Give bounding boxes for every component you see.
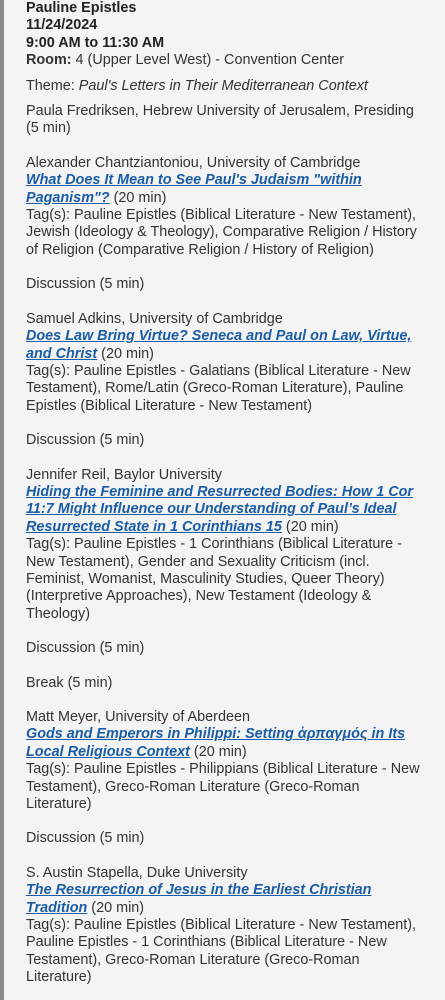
theme-value: Paul's Letters in Their Mediterranean Context xyxy=(78,77,368,94)
paper-tags: Tag(s): Pauline Epistles - Philippians (Biblical Literature - New Testament), Greco-Roman Literature (Greco-Roman Literature) xyxy=(26,761,420,813)
session-room xyxy=(26,52,421,69)
paper-item xyxy=(26,467,421,624)
paper-tags: Tag(s): Pauline Epistles - 1 Corinthians (Biblical Literature - New Testament), Gender and Sexuality Criticism (incl. Feminist, Womanist, Masculinity Studies, Queer Theory) (Interpretive Approaches), New Testament (Ideology & Theology) xyxy=(26,536,402,622)
discussion-item xyxy=(26,276,421,293)
paper-title-link[interactable]: Hiding the Feminine and Resurrected Bodies: How 1 Cor 11:7 Might Influence our Understanding of Paul’s Ideal Resurrected State in 1 Corinthians 15 xyxy=(26,483,414,535)
paper-item xyxy=(26,865,421,987)
session-date: 11/24/2024 xyxy=(26,17,98,34)
discussion-item xyxy=(26,640,421,657)
left-border xyxy=(0,0,4,1000)
paper-tags: Tag(s): Pauline Epistles - Galatians (Biblical Literature - New Testament), Rome/Latin (Greco-Roman Literature), Pauline Epistles (Biblical Literature - New Testament) xyxy=(26,362,411,414)
presenter: Samuel Adkins, University of Cambridge xyxy=(26,310,283,327)
paper-duration: (20 min) xyxy=(189,743,247,760)
paper-item xyxy=(26,155,421,259)
break-item xyxy=(26,675,421,692)
discussion-label: Discussion (5 min) xyxy=(26,276,145,293)
room-label: Room: xyxy=(26,52,72,69)
discussion-label: Discussion (5 min) xyxy=(26,432,145,449)
paper-duration: (20 min) xyxy=(87,899,145,916)
paper-title-link[interactable]: The Resurrection of Jesus in the Earliest Christian Tradition xyxy=(26,882,372,916)
session-title: Pauline Epistles xyxy=(26,0,137,16)
session-content xyxy=(26,0,421,987)
paper-title-link[interactable]: Does Law Bring Virtue? Seneca and Paul on Law, Virtue, and Christ xyxy=(26,328,412,362)
presiding-line: Paula Fredriksen, Hebrew University of Jerusalem, Presiding xyxy=(26,103,414,120)
discussion-label: Discussion (5 min) xyxy=(26,640,145,657)
paper-title xyxy=(26,172,421,207)
paper-title xyxy=(26,484,421,536)
presenter: Matt Meyer, University of Aberdeen xyxy=(26,709,250,725)
room-value: 4 (Upper Level West) - Convention Center xyxy=(71,52,345,69)
session-theme xyxy=(26,78,421,95)
discussion-label: Discussion (5 min) xyxy=(26,830,145,847)
theme-label: Theme: xyxy=(26,77,79,94)
presiding-duration: (5 min) xyxy=(26,120,71,137)
paper-duration: (20 min) xyxy=(97,345,154,362)
presenter: S. Austin Stapella, Duke University xyxy=(26,864,248,881)
discussion-item xyxy=(26,432,421,449)
paper-title xyxy=(26,328,421,363)
presiding-block xyxy=(26,103,421,138)
presenter: Jennifer Reil, Baylor University xyxy=(26,466,222,483)
paper-title xyxy=(26,882,421,917)
paper-item xyxy=(26,311,421,415)
session-time: 9:00 AM to 11:30 AM xyxy=(26,34,165,51)
paper-title-link[interactable]: What Does It Mean to See Paul's Judaism "within Paganism"? xyxy=(26,172,362,206)
session-header xyxy=(26,0,421,52)
paper-tags: Tag(s): Pauline Epistles (Biblical Literature - New Testament), Pauline Epistles - 1 Corinthians (Biblical Literature - New Testament), Greco-Roman Literature (Greco-Roman Literature) xyxy=(26,917,417,986)
paper-duration: (20 min) xyxy=(109,189,167,206)
presenter: Alexander Chantziantoniou, University of Cambridge xyxy=(26,154,361,171)
paper-item xyxy=(26,709,421,813)
paper-title xyxy=(26,726,421,761)
break-label: Break (5 min) xyxy=(26,674,113,691)
paper-title-link[interactable]: Gods and Emperors in Philippi: Setting ἁρπαγμός in Its Local Religious Context xyxy=(26,726,406,760)
discussion-item xyxy=(26,830,421,847)
paper-duration: (20 min) xyxy=(281,518,339,535)
paper-tags: Tag(s): Pauline Epistles (Biblical Literature - New Testament), Jewish (Ideology & Theology), Comparative Religion / History of Religion (Comparative Religion / History of Religion) xyxy=(26,207,417,258)
